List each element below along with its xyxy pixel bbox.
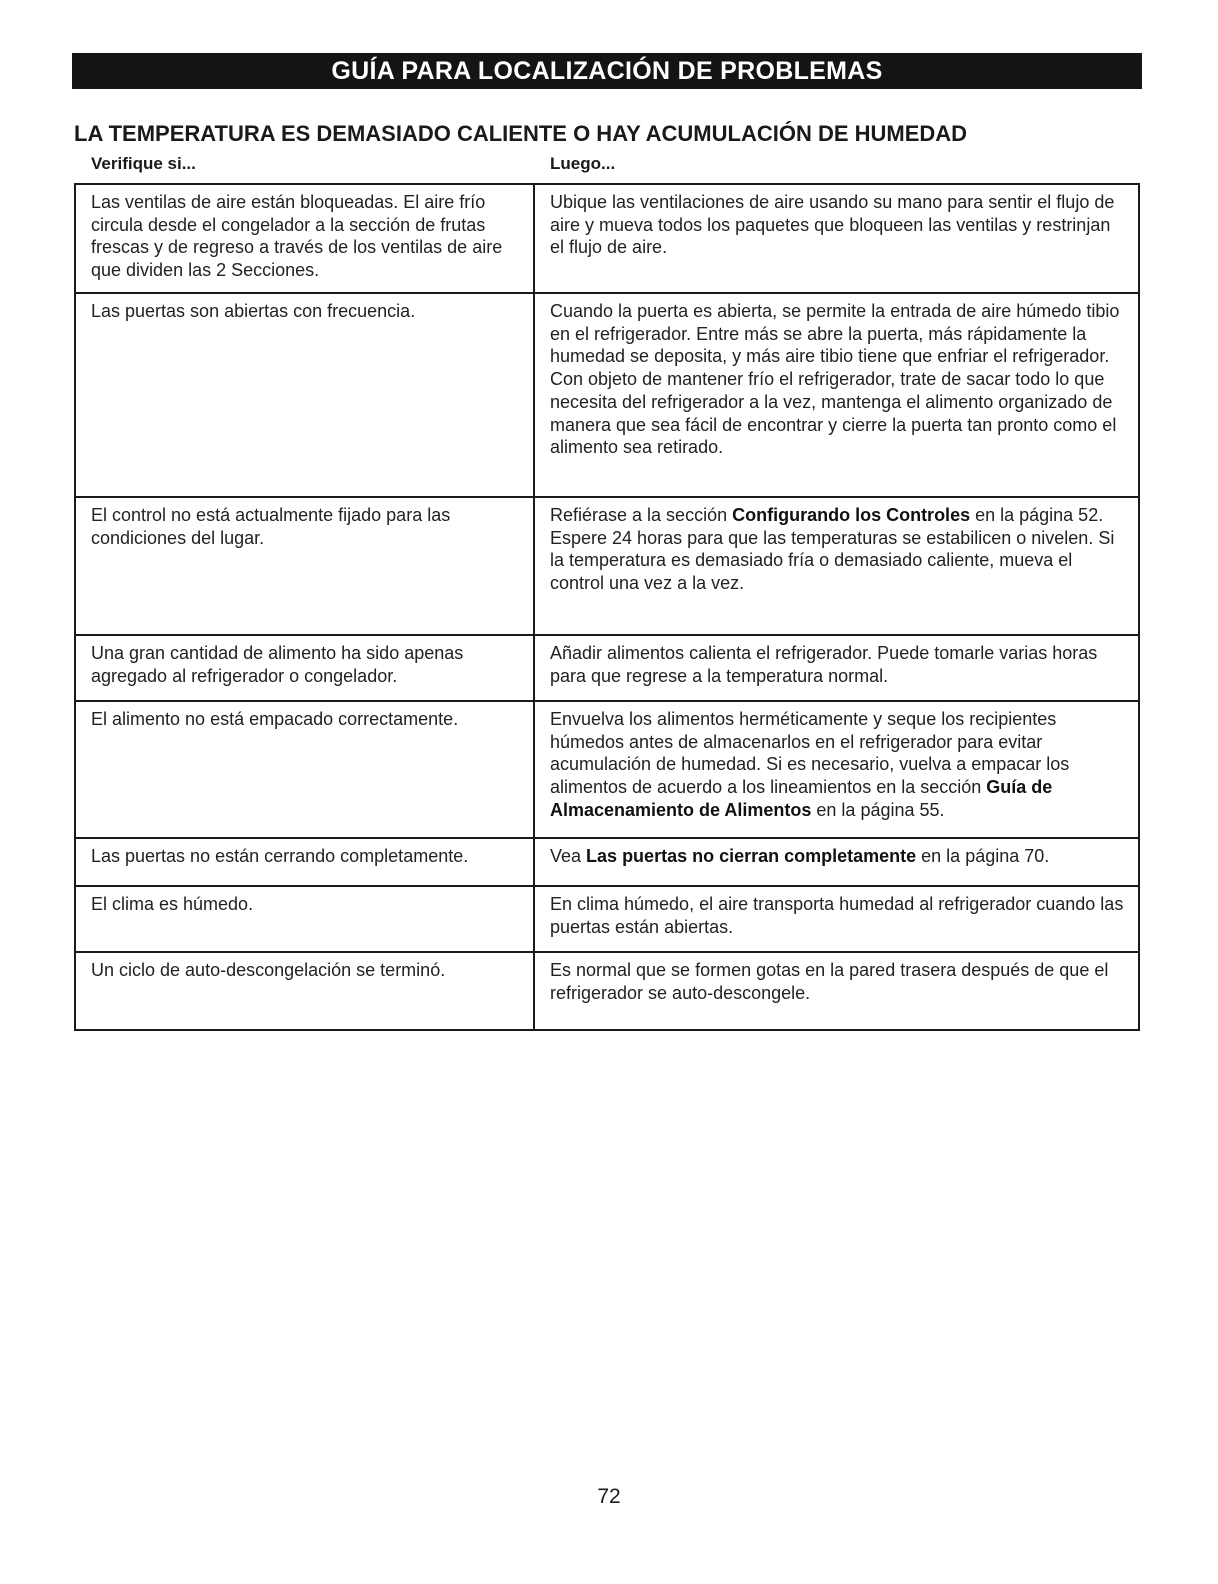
cause-cell: El alimento no está empacado correctamente. <box>75 701 534 838</box>
table-row <box>75 952 1139 1030</box>
table-row <box>75 184 1139 293</box>
solution-cell <box>534 184 1139 293</box>
solution-text: Vea <box>550 846 587 866</box>
cause-cell: Las puertas son abiertas con frecuencia. <box>75 293 534 497</box>
page-title-banner: GUÍA PARA LOCALIZACIÓN DE PROBLEMAS <box>72 53 1142 89</box>
table-row <box>75 838 1139 886</box>
solution-cell <box>534 635 1139 701</box>
solution-text: Añadir alimentos calienta el refrigerador. Puede tomarle varias horas para que regrese a la temperatura normal. <box>550 643 1098 686</box>
cause-cell: Un ciclo de auto-descongelación se terminó. <box>75 952 534 1030</box>
solution-reference: Las puertas no cierran completamente <box>586 846 917 866</box>
cause-cell: Las ventilas de aire están bloqueadas. El aire frío circula desde el congelador a la sección de frutas frescas y de regreso a través de los ventilas de aire que dividen las 2 Secciones. <box>75 184 534 293</box>
table-row <box>75 886 1139 952</box>
solution-text: Cuando la puerta es abierta, se permite la entrada de aire húmedo tibio en el refrigerador. Entre más se abre la puerta, más rápidamente la humedad se deposita, y más aire tibio tiene que enfriar el refrigerador. Con objeto de mantener frío el refrigerador, trate de sacar todo lo que necesita del refrigerador a la vez, mantenga el alimento organizado de manera que sea fácil de encontrar y cierre la puerta tan pronto como el alimento sea retirado. <box>550 301 1120 458</box>
solution-text: Espere 24 horas para que las temperaturas se estabilicen o nivelen. Si la temperatura es demasiado fría o demasiado caliente, mueva el control una vez a la vez. <box>550 527 1115 594</box>
solution-text: en la página 52. <box>970 505 1104 525</box>
page-number: 72 <box>597 1485 621 1508</box>
solution-cell <box>534 952 1139 1030</box>
cause-cell: El clima es húmedo. <box>75 886 534 952</box>
section-heading: LA TEMPERATURA ES DEMASIADO CALIENTE O HAY ACUMULACIÓN DE HUMEDAD <box>74 121 968 146</box>
table-row <box>75 635 1139 701</box>
solution-text: Envuelva los alimentos herméticamente y seque los recipientes húmedos antes de almacenarlos en el refrigerador para evitar acumulación de humedad. Si es necesario, vuelva a empacar los alimentos de acuerdo a los lineamientos en la sección <box>550 709 1070 798</box>
solution-cell <box>534 886 1139 952</box>
solution-cell <box>534 293 1139 497</box>
table-row <box>75 497 1139 635</box>
table-row <box>75 293 1139 497</box>
column-header-check: Verifique si... <box>91 154 196 173</box>
solution-reference: Configurando los Controles <box>732 505 971 525</box>
troubleshooting-table <box>74 183 1140 1031</box>
cause-cell: Las puertas no están cerrando completamente. <box>75 838 534 886</box>
cause-cell: El control no está actualmente fijado para las condiciones del lugar. <box>75 497 534 635</box>
solution-text: Refiérase a la sección <box>550 505 733 525</box>
solution-text: en la página 55. <box>811 799 945 820</box>
solution-text: Ubique las ventilaciones de aire usando su mano para sentir el flujo de aire y mueva todos los paquetes que bloqueen las ventilas y restrinjan el flujo de aire. <box>550 192 1115 258</box>
solution-cell <box>534 701 1139 838</box>
solution-text: Es normal que se formen gotas en la pared trasera después de que el refrigerador se auto-descongele. <box>550 960 1109 1003</box>
table-row <box>75 701 1139 838</box>
column-header-then: Luego... <box>550 154 616 173</box>
solution-text: en la página 70. <box>916 846 1050 866</box>
solution-cell <box>534 497 1139 635</box>
solution-text: En clima húmedo, el aire transporta humedad al refrigerador cuando las puertas están abiertas. <box>550 894 1124 937</box>
solution-cell <box>534 838 1139 886</box>
solution-reference: Guía de Almacenamiento de Alimentos <box>550 777 1053 820</box>
cause-cell: Una gran cantidad de alimento ha sido apenas agregado al refrigerador o congelador. <box>75 635 534 701</box>
